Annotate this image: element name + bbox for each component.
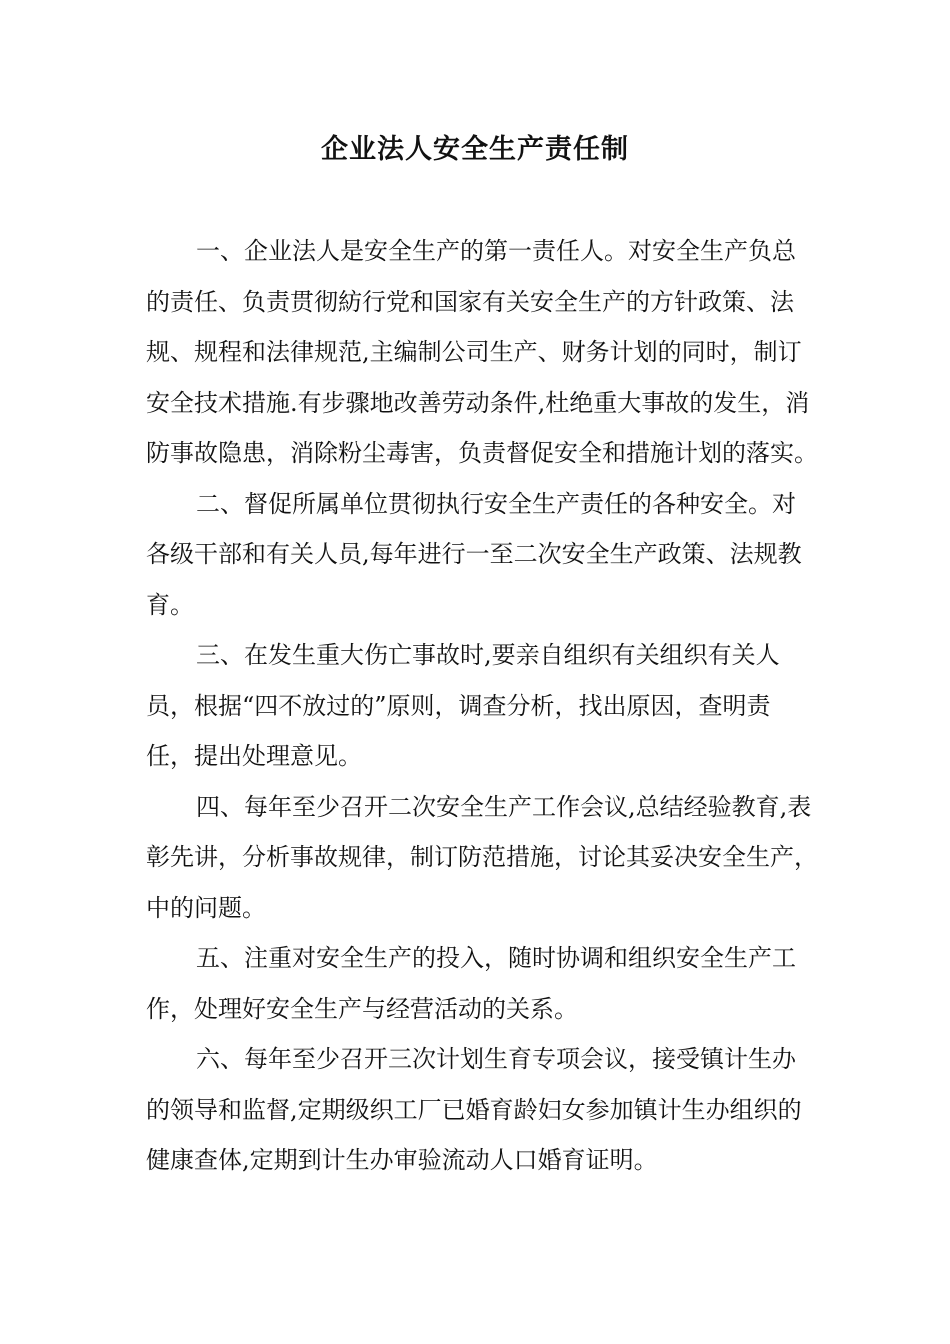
document-title: 企业法人安全生产责任制 [321,134,629,165]
paragraph-3: 三、在发生重大伤亡事故时,要亲自组织有关组织有关人员，根据“四不放过的”原则，调查分析，找出原因，查明责任，提出处理意见。 [146,641,780,770]
paragraph-2: 二、督促所属单位贯彻执行安全生产责任的各种安全。对各级干部和有关人员,每年进行一至二次安全生产政策、法规教育。 [146,489,802,619]
paragraph-5: 五、注重对安全生产的投入，随时协调和组织安全生产工作，处理好安全生产与经营活动的关系。 [146,944,796,1023]
paragraph-6: 六、每年至少召开三次计划生育专项会议，接受镇计生办的领导和监督,定期级织工厂已婚育龄妇女参加镇计生办组织的健康查体,定期到计生办审验流动人口婚育证明。 [146,1045,802,1174]
paragraph-4: 四、每年至少召开二次安全生产工作会议,总结经验教育,表彰先讲，分析事故规律，制订防范措施，讨论其妥决安全生产，中的问题。 [146,792,818,922]
paragraph-1: 一、企业法人是安全生产的第一责任人。对安全生产负总的责任、负责贯彻紡行党和国家有关安全生产的方针政策、法规、规程和法律规范,主编制公司生产、财务计划的同时，制订安全技术措施.有步骤地改善劳动条件,杜绝重大事故的发生，消防事故隐患，消除粉尘毒害，负责督促安全和措施计划的落实。 [146,237,818,467]
document-body [146,226,818,1186]
